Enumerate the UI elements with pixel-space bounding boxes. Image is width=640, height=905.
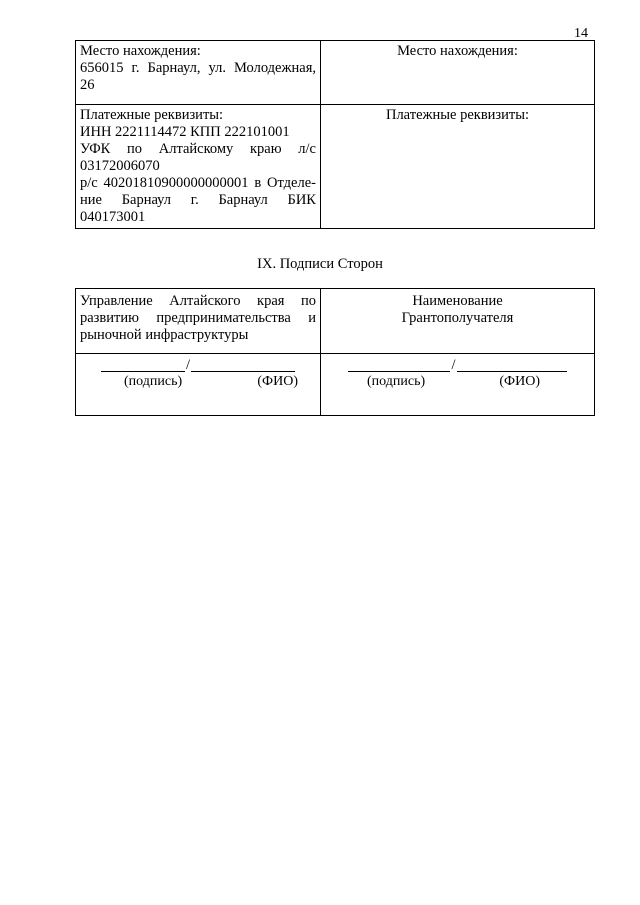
- grantee-fio-blank: [457, 359, 567, 372]
- grantor-name-cell: [76, 289, 321, 354]
- grantee-signature-label: (подпись): [367, 374, 426, 389]
- grantee-fio-label: (ФИО): [499, 374, 540, 389]
- grantor-signature-label: (подпись): [124, 374, 183, 389]
- grantor-address-line2: 26: [80, 77, 95, 93]
- grantor-signature-labels: [80, 373, 316, 390]
- section-title: IX. Подписи Сторон: [257, 256, 383, 272]
- grantor-bank-line: [80, 192, 316, 209]
- parties-row: [76, 289, 595, 354]
- bank-word: ние: [80, 192, 102, 208]
- grantor-fio-blank: [191, 359, 295, 372]
- grantor-ufk-line: [80, 141, 316, 158]
- grantee-signature-blank: [348, 359, 450, 372]
- grantee-signature-labels: [325, 373, 590, 390]
- grantee-payment-label: Платежные реквизиты:: [385, 107, 530, 123]
- signature-row: [76, 354, 595, 416]
- grantee-payment-cell: [321, 105, 595, 229]
- grantor-ls-number: 03172006070: [80, 158, 160, 174]
- grantor-name-line1: Управление Алтайского края по: [80, 293, 316, 309]
- grantee-name-line2: Грантополучателя: [401, 310, 514, 326]
- grantor-inn-kpp: ИНН 2221114472 КПП 222101001: [80, 124, 290, 140]
- grantor-signature-blank: [101, 359, 185, 372]
- grantor-location-label: Место нахождения:: [80, 43, 201, 59]
- grantee-name-cell: [321, 289, 595, 354]
- grantor-payment-label: Платежные реквизиты:: [80, 107, 224, 123]
- payment-row: [76, 105, 595, 229]
- ufk-word: Алтайскому: [158, 141, 234, 157]
- ufk-word: по: [127, 141, 143, 157]
- bank-word: БИК: [287, 192, 316, 208]
- ufk-word: л/с: [298, 141, 316, 157]
- grantor-signature-cell: [76, 354, 321, 416]
- grantor-signature-line: [80, 358, 316, 372]
- ufk-word: краю: [250, 141, 282, 157]
- grantee-signature-cell: [321, 354, 595, 416]
- signatures-table: [75, 288, 595, 416]
- ufk-word: УФК: [80, 141, 111, 157]
- requisites-table: [75, 40, 595, 229]
- grantor-name-line2: развитию предпринимательства и: [80, 310, 316, 326]
- grantee-signature-separator: /: [451, 357, 456, 373]
- grantor-location-cell: [76, 41, 321, 105]
- grantor-rs-line: р/с 40201810900000000001 в Отделе-: [80, 175, 316, 191]
- page-number: 14: [574, 26, 588, 41]
- grantee-signature-line: [325, 358, 590, 372]
- grantor-name-line3: рыночной инфраструктуры: [80, 327, 249, 343]
- bank-word: г.: [190, 192, 199, 208]
- grantor-payment-cell: [76, 105, 321, 229]
- grantor-signature-separator: /: [185, 357, 191, 373]
- grantor-fio-label: (ФИО): [257, 374, 298, 389]
- location-row: [76, 41, 595, 105]
- grantor-address-line1: 656015 г. Барнаул, ул. Молодежная,: [80, 60, 316, 76]
- grantee-name-line1: Наименование: [412, 293, 503, 309]
- grantor-bik: 040173001: [80, 209, 146, 225]
- bank-word: Барнаул: [121, 192, 172, 208]
- grantee-location-cell: [321, 41, 595, 105]
- grantee-location-label: Место нахождения:: [397, 43, 518, 59]
- bank-word: Барнаул: [218, 192, 268, 208]
